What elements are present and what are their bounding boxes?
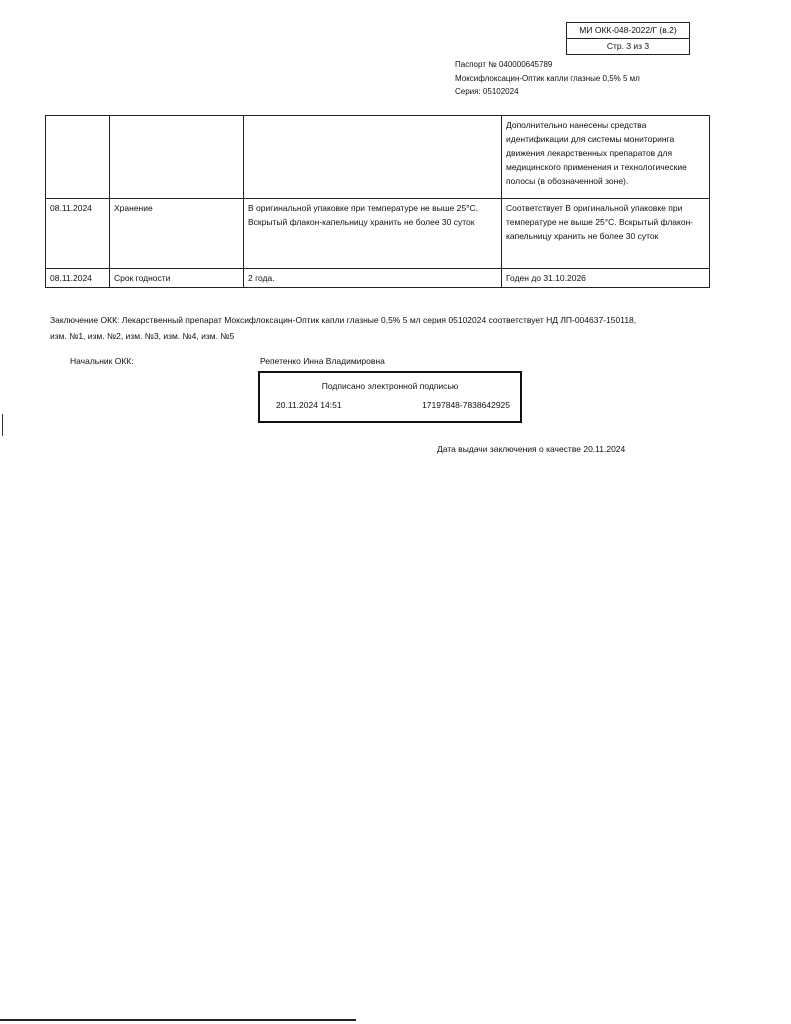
page-number: Стр. 3 из 3 (567, 38, 689, 54)
test-requirement (244, 116, 502, 199)
table-row (46, 116, 710, 199)
conclusion-text: Заключение ОКК: Лекарственный препарат Моксифлоксацин-Оптик капли глазные 0,5% 5 мл серия 05102024 соответствует НД ЛП-004637-150118, изм. №1, изм. №2, изм. №3, изм. №4, изм. №5 (50, 315, 637, 341)
signature-datetime: 20.11.2024 14:51 (276, 400, 342, 410)
head-name: Репетенко Инна Владимировна (260, 356, 385, 366)
document-id-box (566, 22, 690, 55)
series-number: Серия: 05102024 (455, 87, 519, 96)
passport-number: Паспорт № 040000645789 (455, 60, 553, 69)
test-name (110, 116, 244, 199)
results-table (45, 115, 710, 288)
test-result: Соответствует В оригинальной упаковке при температуре не выше 25°С. Вскрытый флакон-капельницу хранить не более 30 суток (502, 199, 710, 269)
footer-line (0, 1019, 356, 1021)
test-requirement: В оригинальной упаковке при температуре не выше 25°С. Вскрытый флакон-капельницу хранить не более 30 суток (244, 199, 502, 269)
test-date: 08.11.2024 (46, 199, 110, 269)
test-date (46, 116, 110, 199)
table-row (46, 269, 710, 288)
head-label: Начальник ОКК: (70, 356, 134, 366)
signature-title: Подписано электронной подписью (321, 381, 459, 391)
test-requirement: 2 года. (244, 269, 502, 288)
issue-date: Дата выдачи заключения о качестве 20.11.2024 (437, 444, 626, 454)
test-date: 08.11.2024 (46, 269, 110, 288)
table-row (46, 199, 710, 269)
test-name: Хранение (110, 199, 244, 269)
test-name: Срок годности (110, 269, 244, 288)
passport-block (455, 58, 640, 99)
product-name: Моксифлоксацин-Оптик капли глазные 0,5% 5 мл (455, 73, 640, 83)
signature-code: 17197848-7838642925 (422, 400, 510, 410)
signature-stamp (258, 371, 522, 423)
test-result: Годен до 31.10.2026 (502, 269, 710, 288)
document-code: МИ ОКК-048-2022/Г (в.2) (579, 25, 677, 35)
scan-edge-mark (2, 414, 3, 436)
test-result: Дополнительно нанесены средства идентификации для системы мониторинга движения лекарственных препаратов для медицинского применения и технологические полосы (в обозначенной зоне). (502, 116, 710, 199)
